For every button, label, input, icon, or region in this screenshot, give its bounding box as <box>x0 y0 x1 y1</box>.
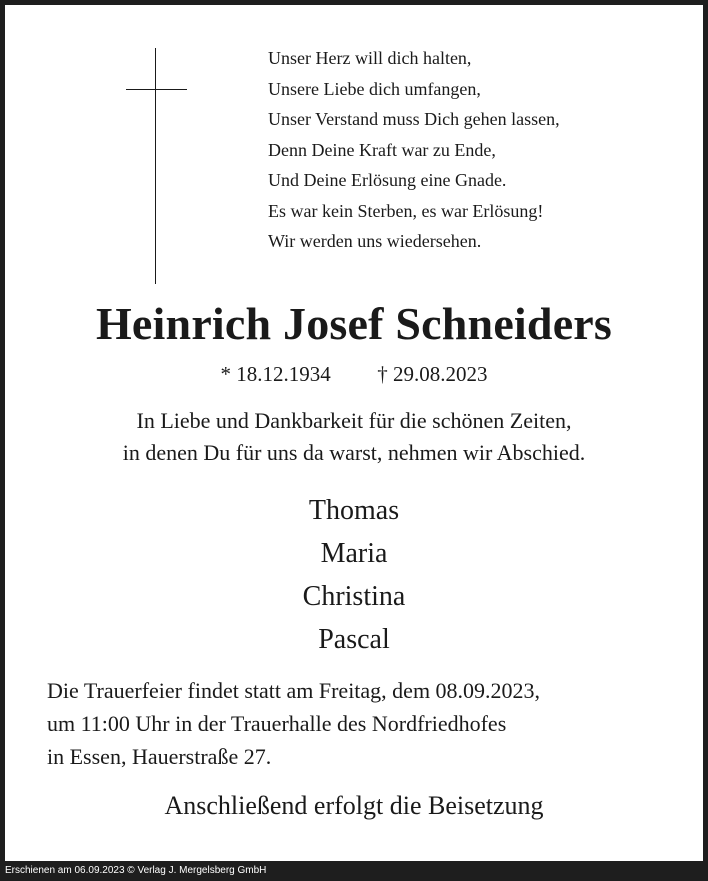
poem-line: Unser Herz will dich halten, <box>268 48 472 68</box>
family-names <box>5 489 703 661</box>
poem-line: Unser Verstand muss Dich gehen lassen, <box>268 109 560 129</box>
publication-footer: Erschienen am 06.09.2023 © Verlag J. Mergelsberg GmbH <box>5 865 267 876</box>
deceased-name: Heinrich Josef Schneiders <box>95 298 613 349</box>
obituary-card <box>5 5 703 861</box>
poem-line: Denn Deine Kraft war zu Ende, <box>268 139 496 160</box>
cross-icon-bar <box>126 89 187 90</box>
family-member: Christina <box>302 581 406 612</box>
burial-note: Anschließend erfolgt die Beisetzung <box>164 791 544 820</box>
poem-line: Und Deine Erlösung eine Gnade. <box>268 170 507 190</box>
farewell-line: in denen Du für uns da warst, nehmen wir Abschied. <box>122 440 586 465</box>
ceremony-line: um 11:00 Uhr in der Trauerhalle des Nordfriedhofes <box>47 711 507 736</box>
poem-line: Unsere Liebe dich umfangen, <box>268 78 481 99</box>
birth-date: * 18.12.1934 <box>220 362 331 386</box>
family-member: Maria <box>320 538 388 569</box>
poem-line: Wir werden uns wiedersehen. <box>268 231 482 251</box>
ceremony-info <box>47 674 540 773</box>
farewell-line: In Liebe und Dankbarkeit für die schönen Zeiten, <box>136 408 572 433</box>
poem <box>268 43 560 257</box>
farewell-text <box>5 405 703 469</box>
poem-line: Es war kein Sterben, es war Erlösung! <box>268 200 544 221</box>
family-member: Thomas <box>308 495 400 526</box>
family-member: Pascal <box>318 624 390 655</box>
cross-icon <box>155 48 156 284</box>
death-date: † 29.08.2023 <box>377 362 488 386</box>
ceremony-line: in Essen, Hauerstraße 27. <box>47 744 272 769</box>
ceremony-line: Die Trauerfeier findet statt am Freitag, dem 08.09.2023, <box>47 678 541 703</box>
life-dates <box>5 362 703 387</box>
